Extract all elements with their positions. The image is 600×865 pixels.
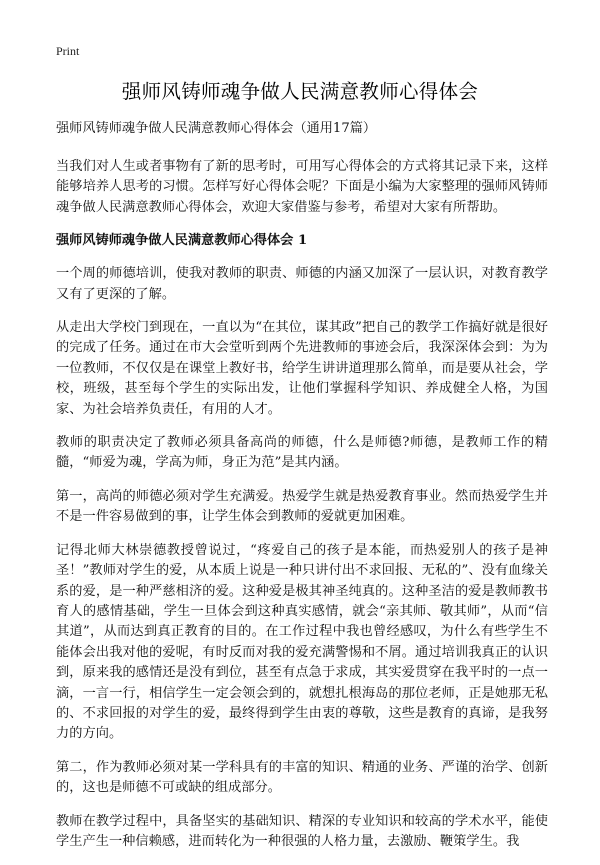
document-subtitle: 强师风铸师魂争做人民满意教师心得体会（通用17篇） [56, 121, 377, 136]
document-body [56, 119, 548, 865]
intro-paragraph: 当我们对人生或者事物有了新的思考时，可用写心得体会的方式将其记录下来，这样能够培养人思考的习惯。怎样写好心得体会呢？下面是小编为大家整理的强师风铸师魂争做人民满意教师心得体会，欢迎大家借鉴与参考，希望对大家有所帮助。 [56, 159, 548, 215]
body-paragraph: 教师的职责决定了教师必须具备高尚的师德，什么是师德?师德，是教师工作的精髓，“师爱为魂，学高为师，身正为范”是其内涵。 [56, 435, 548, 471]
body-paragraph: 从走出大学校门到现在，一直以为“在其位，谋其政”把自己的教学工作搞好就是很好的完成了任务。通过在市大会堂听到两个先进教师的事迹会后，我深深体会到：为为一位教师，不仅仅是在课堂上教好书，给学生讲讲道理那么简单，而是要从社会，学校，班级，甚至每个学生的实际出发，让他们掌握科学知识、养成健全人格，为国家、为社会培养负责任，有用的人才。 [56, 320, 548, 417]
page-title: 强师风铸师魂争做人民满意教师心得体会 [121, 80, 479, 103]
body-paragraph: 第二，作为教师必须对某一学科具有的丰富的知识、精通的业务、严谨的治学、创新的，这也是师德不可或缺的组成部分。 [56, 759, 548, 796]
section-heading: 强师风铸师魂争做人民满意教师心得体会 1 [56, 233, 308, 249]
body-paragraph: 一个周的师德培训，使我对教师的职责、师德的内涵又加深了一层认识，对教育教学又有了更深的了解。 [56, 266, 548, 302]
body-paragraph: 教师在教学过程中，具备坚实的基础知识、精深的专业知识和较高的学术水平，能使学生产生一种信赖感，进而转化为一种很强的人格力量，去激励、鞭策学生。我 [56, 813, 548, 849]
body-paragraph: 记得北师大林崇德教授曾说过，“疼爱自己的孩子是本能，而热爱别人的孩子是神圣！”教师对学生的爱，从本质上说是一种只讲付出不求回报、无私的”、没有血缘关系的爱，是一种严慈相济的爱。这种爱是极其神圣纯真的。这种圣洁的爱是教师教书育人的感情基础，学生一旦体会到这种真实感情，就会“亲其师、敬其师”，从而“信其道”，从而达到真正教育的目的。在工作过程中我也曾经感叹，为什么有些学生不能体会出我对他的爱呢，有时反而对我的爱充满警惕和不屑。通过培训我真正的认识到，原来我的感情还是没有到位，甚至有点急于求成，其实爱贯穿在我平时的一点一滴，一言一行，相信学生一定会领会到的，就想扎根海岛的那位老师，正是她那无私的、不求回报的对学生的爱，最终得到学生由衷的尊敬，这些是教育的真谛，是我努力的方向。 [56, 542, 548, 742]
body-paragraph: 第一，高尚的师德必须对学生充满爱。热爱学生就是热爱教育事业。然而热爱学生并不是一件容易做到的事，让学生体会到教师的爱就更加困难。 [56, 488, 548, 525]
print-link[interactable]: Print [56, 44, 80, 58]
